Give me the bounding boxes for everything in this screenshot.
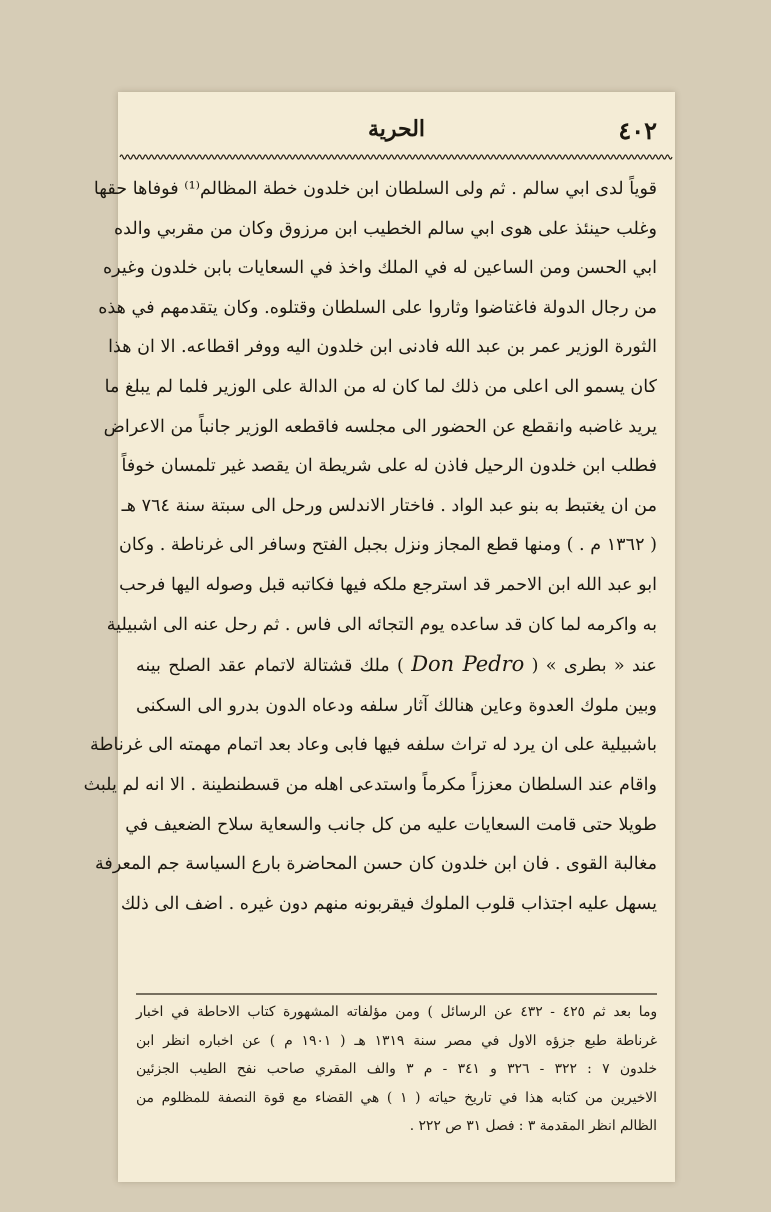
main-text [83,170,658,924]
text-line: كان يسمو الى اعلى من ذلك لما كان له من الدالة على الوزير فلما لم يبلغ ما [104,376,657,397]
text-line: ابي الحسن ومن الساعين له في الملك واخذ في السعايات بابن خلدون وغيره [102,258,657,279]
text-line: يسهل عليه اجتذاب قلوب الملوك فيقربونه منهم دون غيره . اضف الى ذلك [120,893,657,914]
footnote-line: خلدون ٧ : ٣٢٢ - ٣٢٦ و ٣٤١ - م ٣ والف المقري صاحب نفح الطيب الجزئين [136,1061,657,1078]
text-line: طويلا حتى قامت السعايات عليه من كل جانب والسعاية سلاح الضعيف في [125,814,657,835]
text-line: به واكرمه لما كان قد ساعده يوم التجائه الى فاس . ثم رحل عنه الى اشبيلية [106,614,657,635]
text-line: وغلب حينئذ على هوى ابي سالم الخطيب ابن مرزوق وكان من مقربي والده [113,218,657,239]
text-line: فطلب ابن خلدون الرحيل فاذن له على شريطة ان يقصد غير تلمسان خوفاً [121,456,657,477]
page-header [118,112,675,152]
running-title: الحرية [367,116,426,142]
latin-name-don-pedro: Don Pedro [411,652,525,677]
text-line: الثورة الوزير عمر بن عبد الله فادنى ابن خلدون اليه ووفر اقطاعه. الا ان هذا [108,337,657,358]
text-segment: ) ملك قشتالة لاتمام عقد الصلح بينه [136,656,404,677]
footnote-rule [118,992,675,996]
text-line: ابو عبد الله ابن الاحمر قد استرجع ملكه فيها فكاتبه قبل وصوله اليها فرحب [119,574,657,595]
page-number: ٤٠٢ [618,116,657,145]
text-line: وبين ملوك العدوة وعاين هنالك آثار سلفه ودعاه الدون بدرو الى السكنى [136,695,657,716]
text-line: باشبيلية على ان يرد له تراث سلفه فيها فابى وعاد بعد اتمام مهمته الى غرناطة [90,735,657,756]
text-line: من رجال الدولة فاغتاضوا وثاروا على السلطان وقتلوه. وكان يتقدمهم في هذه [98,297,657,318]
text-line: قوياً لدى ابي سالم . ثم ولى السلطان ابن خلدون خطة المظالم⁽¹⁾ فوفاها حقها [93,179,657,199]
footnote-line: غرناطة طبع جزؤه الاول في مصر سنة ١٣١٩ هـ ( ١٩٠١ م ) عن اخباره انظر ابن [136,1032,657,1049]
footnote-line: الاخيرين من كتابه هذا في تاريخ حياته ( ١ ) هي القضاء مع قوة النصفة للمظلوم من [136,1089,657,1106]
text-line: مغالبة القوى . فان ابن خلدون كان حسن المحاضرة بارع السياسة جم المعرفة [94,854,657,875]
header-wavy-rule [118,152,675,162]
footnote-line: وما بعد ثم ٤٢٥ - ٤٣٢ عن الرسائل ) ومن مؤلفاته المشهورة كتاب الاحاطة في اخبار [136,1004,658,1020]
text-line-with-latin [136,645,657,687]
text-line: ( ١٣٦٢ م . ) ومنها قطع المجاز ونزل بجبل الفتح وسافر الى غرناطة . وكان [118,535,657,556]
text-line: من ان يغتبط به بنو عبد الواد . فاختار الاندلس ورحل الى سبتة سنة ٧٦٤ هـ [121,495,657,516]
text-line: يريد غاضبه وانقطع عن الحضور الى مجلسه فاقطعه الوزير جانباً من الاعراض [103,416,657,437]
footnote-line: الظالم انظر المقدمة ٣ : فصل ٣١ ص ٢٢٢ . [409,1118,657,1135]
text-segment: عند « بطرى » ( [531,656,658,677]
text-line: واقام عند السلطان معززاً مكرماً واستدعى اهله من قسطنطينة . الا انه لم يلبث [83,774,657,795]
footnotes [136,998,657,1141]
book-page [83,92,675,1182]
